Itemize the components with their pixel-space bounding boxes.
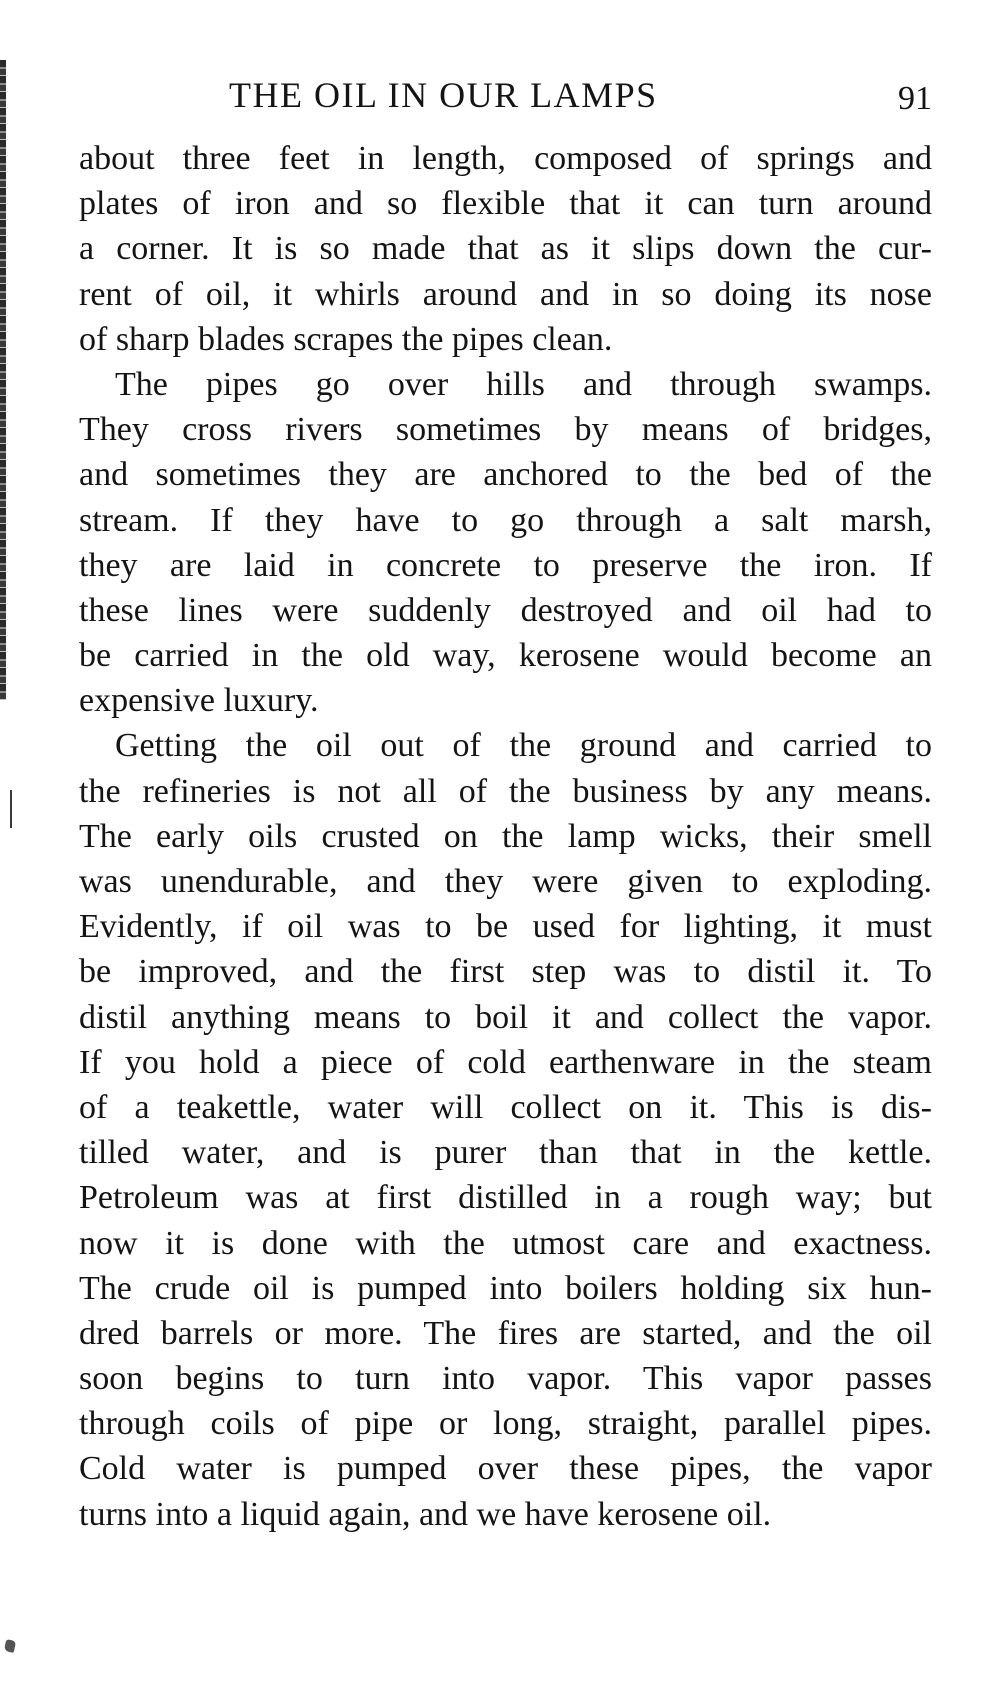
text-line: plates of iron and so flexible that it can turn around <box>79 185 932 223</box>
text-line: distil anything means to boil it and collect the vapor. <box>79 998 932 1036</box>
text-line: the refineries is not all of the business by any means. <box>79 772 932 810</box>
text-line: The crude oil is pumped into boilers holding six hun- <box>79 1269 932 1307</box>
text-line: about three feet in length, composed of springs and <box>79 140 932 177</box>
text-line: tilled water, and is purer than that in the kettle. <box>79 1134 932 1172</box>
text-line: Evidently, if oil was to be used for lighting, it must <box>79 908 932 946</box>
page-binding-edge <box>0 60 6 700</box>
running-head-title: THE OIL IN OUR LAMPS <box>229 75 658 115</box>
binding-mark <box>10 790 12 828</box>
text-line: Getting the oil out of the ground and carried to <box>115 727 932 765</box>
text-line: They cross rivers sometimes by means of bridges, <box>79 411 932 449</box>
text-line: stream. If they have to go through a salt marsh, <box>79 501 932 539</box>
text-line: Cold water is pumped over these pipes, the vapor <box>79 1450 932 1488</box>
page-speck <box>4 1639 16 1653</box>
text-line: was unendurable, and they were given to exploding. <box>79 863 932 900</box>
text-line: now it is done with the utmost care and exactness. <box>79 1224 932 1262</box>
text-line: a corner. It is so made that as it slips down the cur- <box>79 230 932 268</box>
text-line: of a teakettle, water will collect on it. This is dis- <box>79 1088 932 1126</box>
text-line: be improved, and the first step was to distil it. To <box>79 953 932 991</box>
page-number: 91 <box>898 80 932 117</box>
text-line: turns into a liquid again, and we have kerosene oil. <box>79 1495 772 1533</box>
text-line: expensive luxury. <box>79 682 319 720</box>
text-line: The pipes go over hills and through swamps. <box>115 365 932 403</box>
text-line: soon begins to turn into vapor. This vapor passes <box>79 1360 932 1398</box>
text-line: through coils of pipe or long, straight, parallel pipes. <box>79 1405 932 1443</box>
text-line: of sharp blades scrapes the pipes clean. <box>79 320 613 358</box>
text-line: these lines were suddenly destroyed and oil had to <box>79 591 932 629</box>
text-line: rent of oil, it whirls around and in so doing its nose <box>79 275 932 313</box>
body-text <box>79 136 932 1537</box>
text-line: they are laid in concrete to preserve the iron. If <box>79 546 932 584</box>
text-line: The early oils crusted on the lamp wicks, their smell <box>79 817 932 855</box>
text-line: be carried in the old way, kerosene would become an <box>79 637 932 675</box>
text-line: and sometimes they are anchored to the bed of the <box>79 456 932 494</box>
text-line: If you hold a piece of cold earthenware in the steam <box>79 1043 932 1081</box>
text-line: dred barrels or more. The fires are started, and the oil <box>79 1314 932 1352</box>
text-line: Petroleum was at first distilled in a rough way; but <box>79 1179 932 1217</box>
running-head <box>79 70 932 120</box>
